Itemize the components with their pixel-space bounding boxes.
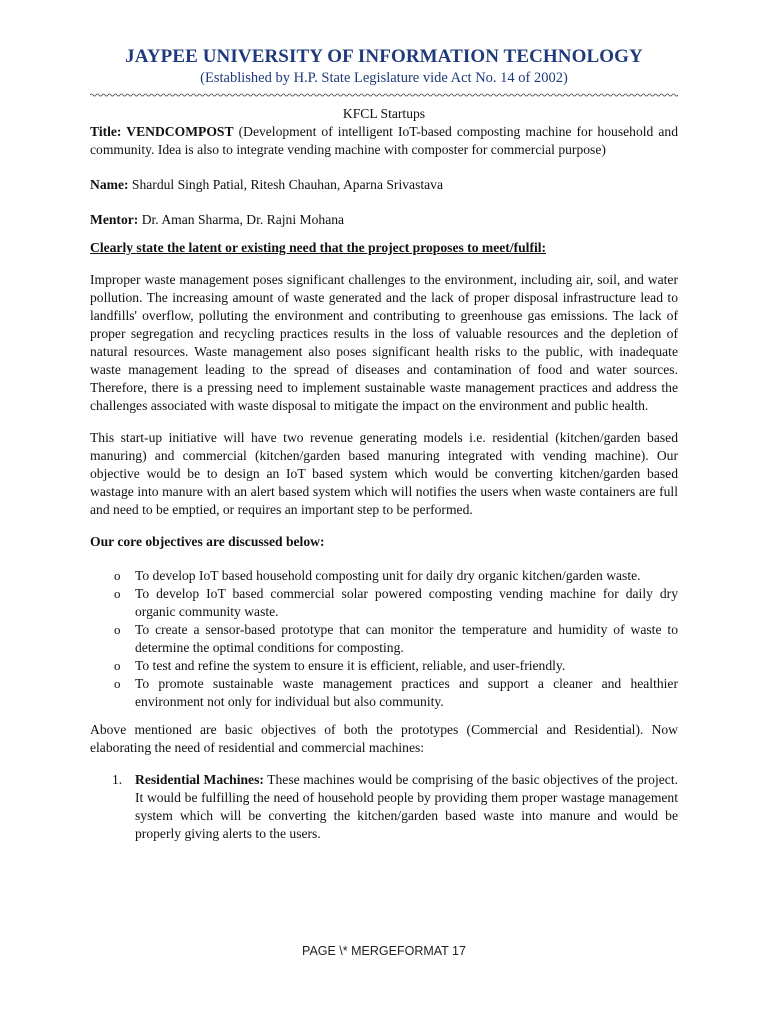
machine-text: These machines would be comprising of the basic objectives of the project. It would be fulfilling the need of household people by providing them proper wastage management system which will be converting the kitchen/garden based waste into manure and would be properly giving alerts to the users. — [135, 772, 678, 841]
mentor-label: Mentor: — [90, 212, 139, 227]
university-name: JAYPEE UNIVERSITY OF INFORMATION TECHNOLOGY — [125, 46, 643, 67]
objectives-heading — [90, 533, 678, 551]
section-label: KFCL Startups — [342, 106, 426, 121]
list-item — [90, 585, 678, 621]
bullet-icon: o — [114, 586, 121, 601]
mentor-line — [90, 211, 678, 229]
objective-text: To develop IoT based household composting unit for daily dry organic kitchen/garden waste. — [135, 568, 641, 583]
page-footer: PAGE \* MERGEFORMAT 17 — [302, 944, 466, 958]
mentor-value: Dr. Aman Sharma, Dr. Rajni Mohana — [138, 212, 345, 227]
initiative-paragraph: This start-up initiative will have two revenue generating models i.e. residential (kitchen/garden based manuring) and commercial (kitchen/garden based manuring integrated with vending machine). Our objective would be to design an IoT based system which would be converting kitchen/garden based wastage into manure with an alert based system which will notifies the users when waste containers are full and need to be emptied, or requires an important step to be performed. — [90, 430, 678, 517]
need-paragraph: Improper waste management poses significant challenges to the environment, including air, soil, and water pollution. The increasing amount of waste generated and the lack of proper disposal infrastructure lead to landfills' overflow, polluting the environment and contributing to greenhouse gas emissions. The lack of proper segregation and recycling practices results in the loss of valuable resources and the depletion of natural resources. Waste management also poses significant health risks to the public, with inadequate waste management leading to the spread of diseases and contamination of food and water sources. Therefore, there is a pressing need to implement sustainable waste management practices and address the challenges associated with waste disposal to mitigate the impact on the environment and public health. — [90, 272, 678, 413]
name-line — [90, 176, 678, 194]
name-value: Shardul Singh Patial, Ritesh Chauhan, Aparna Srivastava — [128, 177, 444, 192]
machines-list — [90, 771, 678, 843]
bullet-icon: o — [114, 622, 121, 637]
objectives-heading-text: Our core objectives are discussed below: — [90, 534, 325, 549]
title-text: (Development of intelligent IoT-based composting machine for household and community. Idea is also to integrate vending machine with composter for commercial purpose) — [90, 124, 679, 157]
objective-text: To promote sustainable waste management practices and support a cleaner and healthier environment not only for individual but also community. — [135, 676, 678, 709]
bullet-icon: o — [114, 568, 121, 583]
machine-label: Residential Machines: — [135, 772, 264, 787]
title-label: Title: VENDCOMPOST — [90, 124, 234, 139]
list-item — [90, 675, 678, 711]
list-item — [90, 567, 678, 585]
objective-text: To test and refine the system to ensure it is efficient, reliable, and user-friendly. — [135, 658, 566, 673]
objective-text: To create a sensor-based prototype that can monitor the temperature and humidity of waste to determine the optimal conditions for composting. — [135, 622, 678, 655]
list-item — [90, 621, 678, 657]
name-label: Name: — [90, 177, 129, 192]
list-item — [90, 657, 678, 675]
bullet-icon: o — [114, 658, 121, 673]
bullet-icon: o — [114, 676, 121, 691]
need-heading: Clearly state the latent or existing need that the project proposes to meet/fulfil: — [90, 240, 547, 255]
list-item — [90, 771, 678, 843]
objective-text: To develop IoT based commercial solar powered composting vending machine for daily dry organic community waste. — [135, 586, 678, 619]
item-number: 1. — [112, 772, 123, 787]
document-body — [90, 105, 678, 843]
prototypes-paragraph: Above mentioned are basic objectives of both the prototypes (Commercial and Residential). Now elaborating the need of residential and commercial machines: — [90, 722, 678, 755]
establishment-note: (Established by H.P. State Legislature vide Act No. 14 of 2002) — [200, 70, 568, 86]
wavy-divider — [90, 92, 678, 98]
title-paragraph — [90, 123, 678, 159]
objectives-list — [90, 567, 678, 711]
